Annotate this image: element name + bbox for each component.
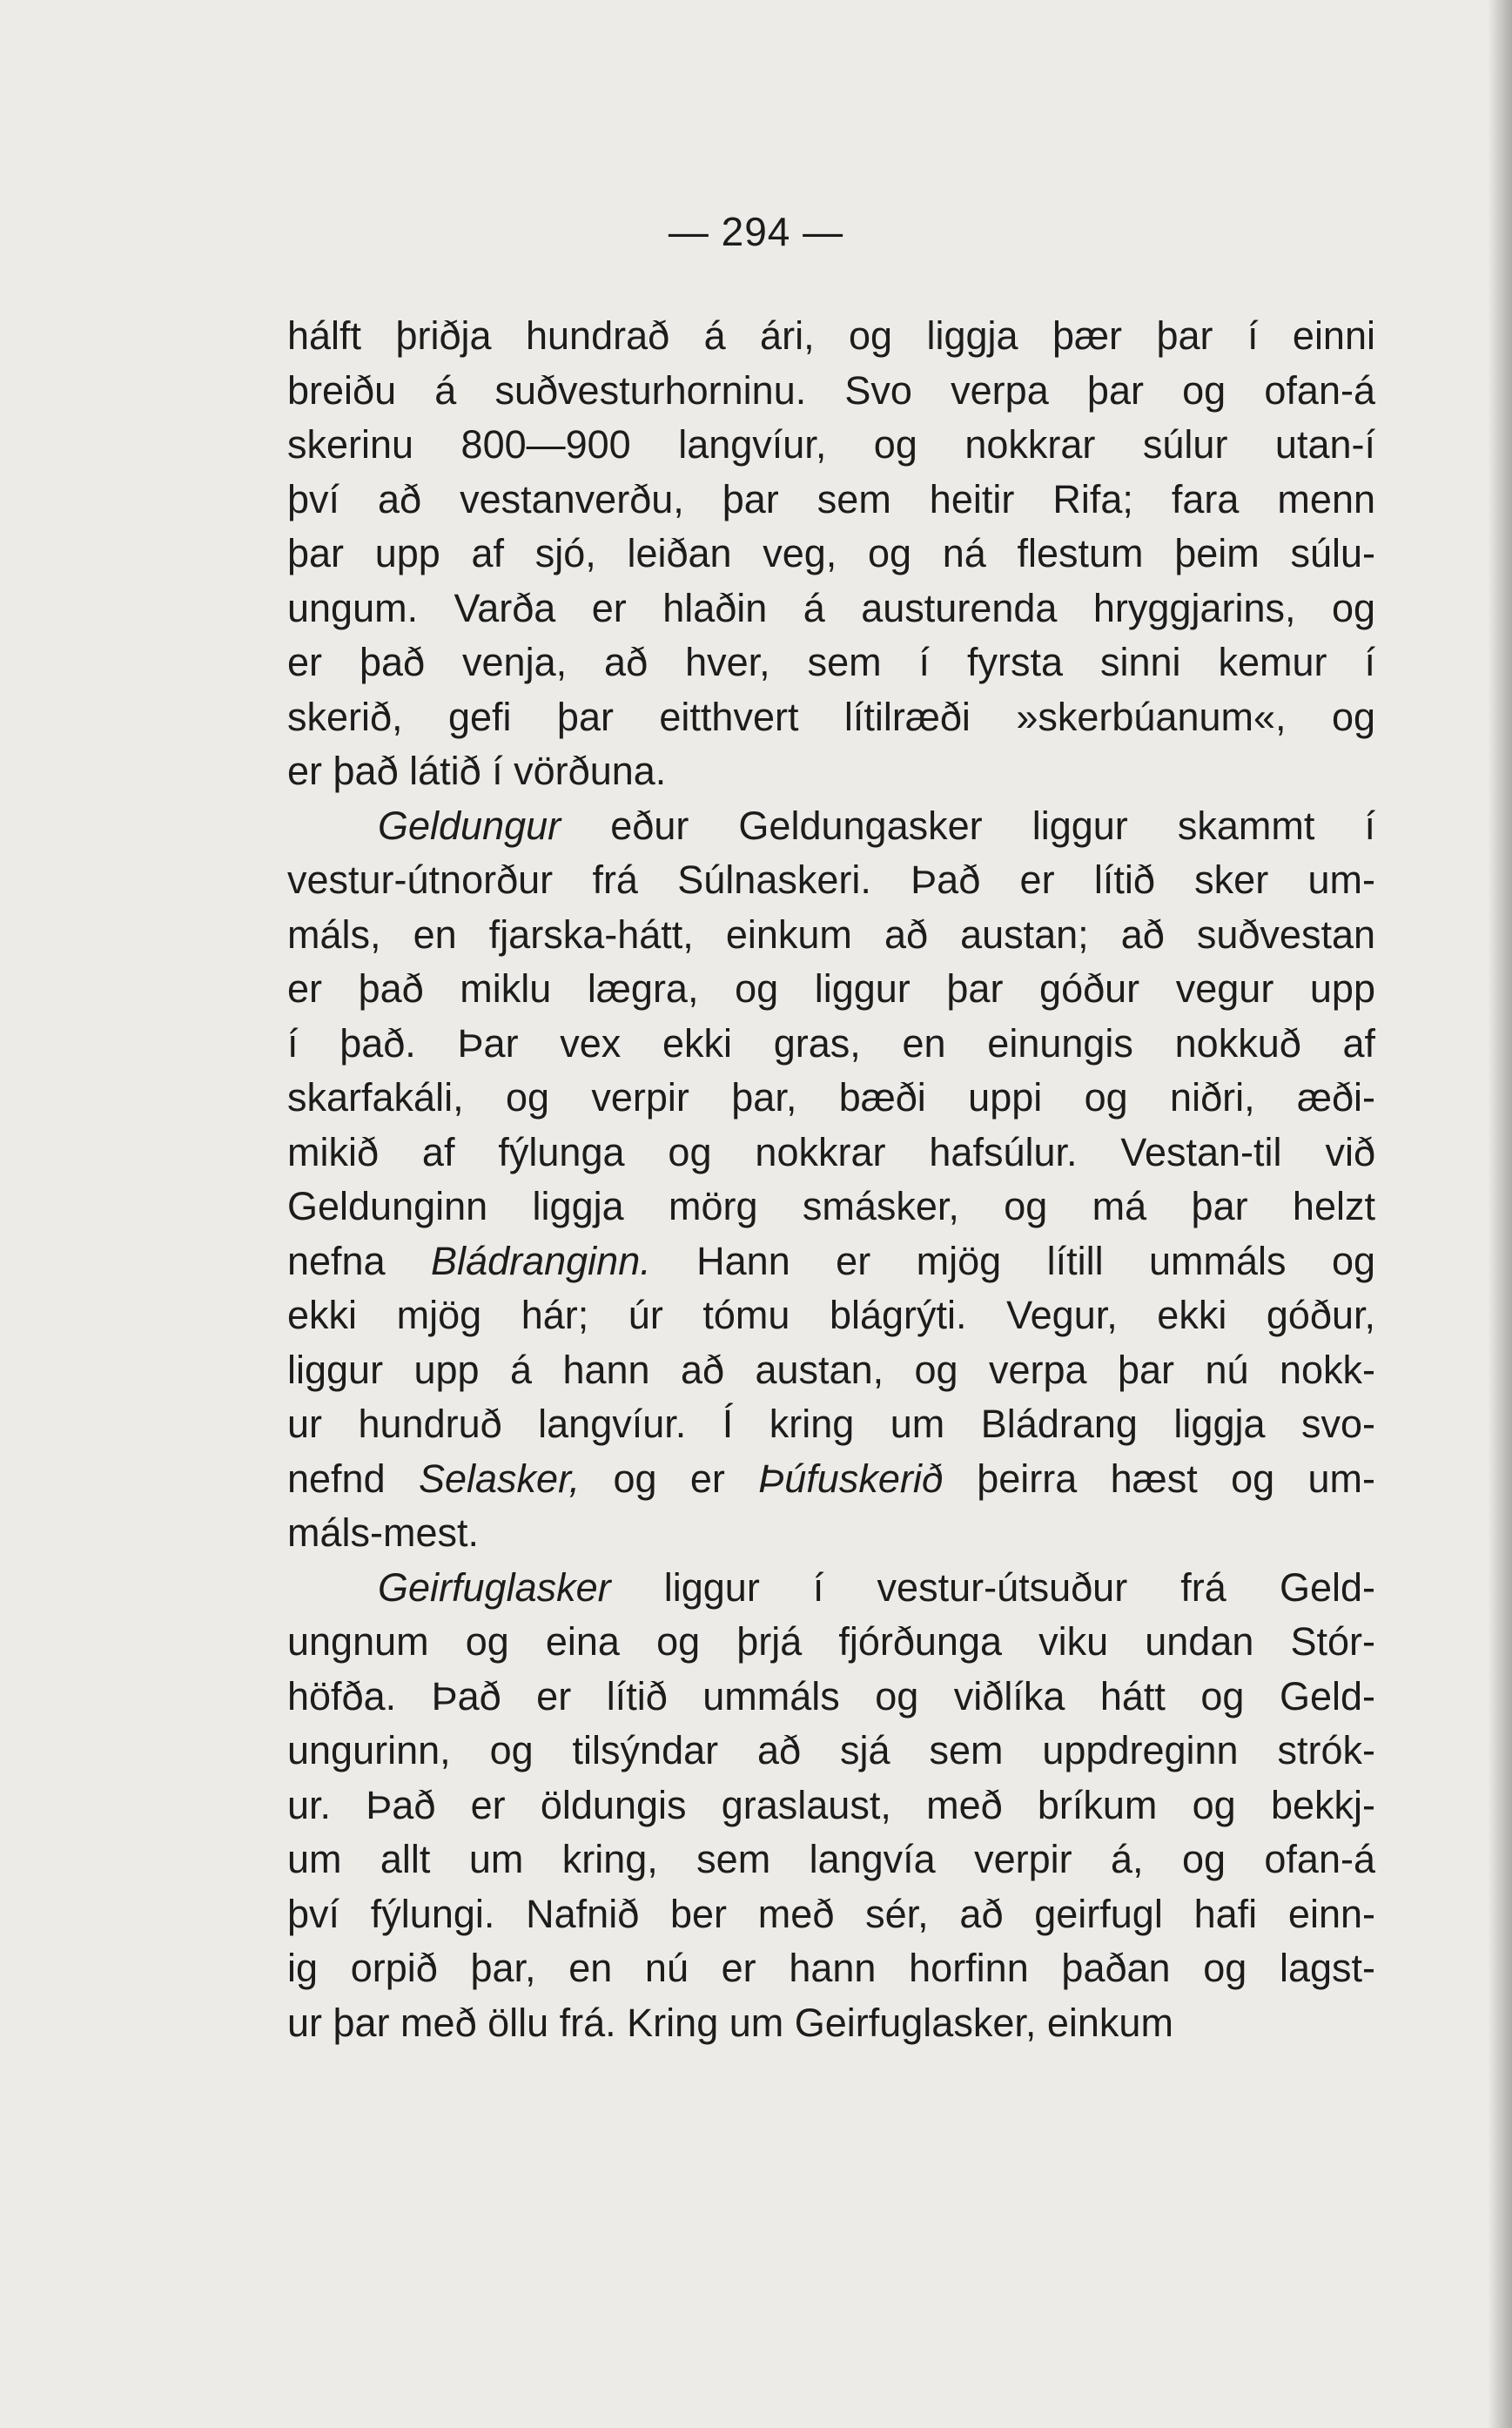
text-run: ig orpið þar, en nú er hann horfinn þaðan og lagst- <box>287 1946 1375 1990</box>
text-run: liggur upp á hann að austan, og verpa þar nú nokk- <box>287 1347 1375 1392</box>
text-run: ekki mjög hár; úr tómu blágrýti. Vegur, ekki góður, <box>287 1293 1375 1337</box>
text-run: Geldunginn liggja mörg smásker, og má þar helzt <box>287 1184 1375 1228</box>
text-run: er það venja, að hver, sem í fyrsta sinni kemur í <box>287 640 1375 684</box>
text-line <box>287 1941 1375 1996</box>
text-line <box>287 1833 1375 1887</box>
text-line <box>287 473 1375 528</box>
text-run: ur þar með öllu frá. Kring um Geirfuglasker, einkum <box>287 2000 1173 2045</box>
text-line <box>287 1017 1375 1072</box>
text-run: og er <box>580 1456 759 1501</box>
page-number: — 294 — <box>668 209 844 254</box>
text-run: hálft þriðja hundrað á ári, og liggja þær þar í einni <box>287 313 1375 358</box>
text-line <box>287 1615 1375 1670</box>
text-line <box>287 690 1375 745</box>
text-line <box>287 1343 1375 1398</box>
text-run: vestur-útnorður frá Súlnaskeri. Það er lítið sker um- <box>287 858 1375 902</box>
text-run: höfða. Það er lítið ummáls og viðlíka hátt og Geld- <box>287 1673 1375 1718</box>
text-line <box>287 582 1375 636</box>
text-line <box>287 1234 1375 1289</box>
text-line <box>287 1779 1375 1833</box>
text-run: ur. Það er öldungis graslaust, með bríkum og bekkj- <box>287 1782 1375 1827</box>
italic-term: Geirfuglasker <box>378 1564 611 1610</box>
text-line <box>287 908 1375 963</box>
text-run: því að vestanverðu, þar sem heitir Rifa; fara menn <box>287 476 1375 521</box>
text-run: nefna <box>287 1238 432 1283</box>
text-line <box>287 1996 1375 2051</box>
text-run: breiðu á suðvesturhorninu. Svo verpa þar og ofan-á <box>287 367 1375 413</box>
text-line <box>287 799 1375 854</box>
text-line <box>287 853 1375 908</box>
text-line <box>287 1452 1375 1507</box>
text-line <box>287 418 1375 473</box>
text-run: skerinu 800—900 langvíur, og nokkrar súlur utan-í <box>287 422 1375 467</box>
text-line <box>287 309 1375 364</box>
text-line <box>287 1397 1375 1452</box>
text-run: skarfakáli, og verpir þar, bæði uppi og niðri, æði- <box>287 1075 1375 1120</box>
text-run: Hann er mjög lítill ummáls og <box>650 1238 1375 1283</box>
text-line <box>287 1180 1375 1234</box>
text-line <box>287 1288 1375 1343</box>
text-run: ungum. Varða er hlaðin á austurenda hryggjarins, og <box>287 585 1375 630</box>
text-run: liggur í vestur-útsuður frá Geld- <box>610 1564 1375 1610</box>
text-line <box>287 962 1375 1017</box>
text-run: máls, en fjarska-hátt, einkum að austan; að suðvestan <box>287 911 1375 957</box>
text-run: nefnd <box>287 1456 419 1501</box>
text-line <box>287 1561 1375 1616</box>
text-line <box>287 744 1375 799</box>
text-line <box>287 1071 1375 1126</box>
text-run: þar upp af sjó, leiðan veg, og ná flestum þeim súlu- <box>287 531 1375 575</box>
text-run: því fýlungi. Nafnið ber með sér, að geirfugl hafi einn- <box>287 1891 1375 1936</box>
italic-term: Bládranginn. <box>431 1238 651 1283</box>
body-text <box>287 309 1375 2050</box>
text-line <box>287 364 1375 419</box>
text-run: þeirra hæst og um- <box>943 1456 1375 1501</box>
italic-term: Selasker, <box>418 1456 581 1501</box>
text-line <box>287 527 1375 582</box>
text-run: ur hundruð langvíur. Í kring um Bládrang liggja svo- <box>287 1402 1375 1446</box>
text-run: ungnum og eina og þrjá fjórðunga viku undan Stór- <box>287 1619 1375 1664</box>
text-run: eður Geldungasker liggur skammt í <box>561 803 1375 848</box>
text-line <box>287 1126 1375 1180</box>
text-run: mikið af fýlunga og nokkrar hafsúlur. Vestan-til við <box>287 1129 1375 1174</box>
text-run: er það miklu lægra, og liggur þar góður vegur upp <box>287 966 1375 1011</box>
text-run: máls-mest. <box>287 1510 480 1555</box>
text-line <box>287 1887 1375 1942</box>
italic-term: Þúfuskerið <box>758 1456 944 1501</box>
text-run: er það látið í vörðuna. <box>287 749 667 793</box>
italic-term: Geldungur <box>378 803 561 848</box>
text-run: í það. Þar vex ekki gras, en einungis nokkuð af <box>287 1020 1375 1066</box>
text-line <box>287 1670 1375 1725</box>
text-line <box>287 1724 1375 1779</box>
text-run: ungurinn, og tilsýndar að sjá sem uppdreginn strók- <box>287 1728 1375 1772</box>
text-line <box>287 1506 1375 1561</box>
page-edge-shadow <box>1488 0 1512 2428</box>
text-line <box>287 636 1375 690</box>
text-run: skerið, gefi þar eitthvert lítilræði »skerbúanum«, og <box>287 694 1375 739</box>
text-run: um allt um kring, sem langvía verpir á, og ofan-á <box>287 1837 1375 1881</box>
